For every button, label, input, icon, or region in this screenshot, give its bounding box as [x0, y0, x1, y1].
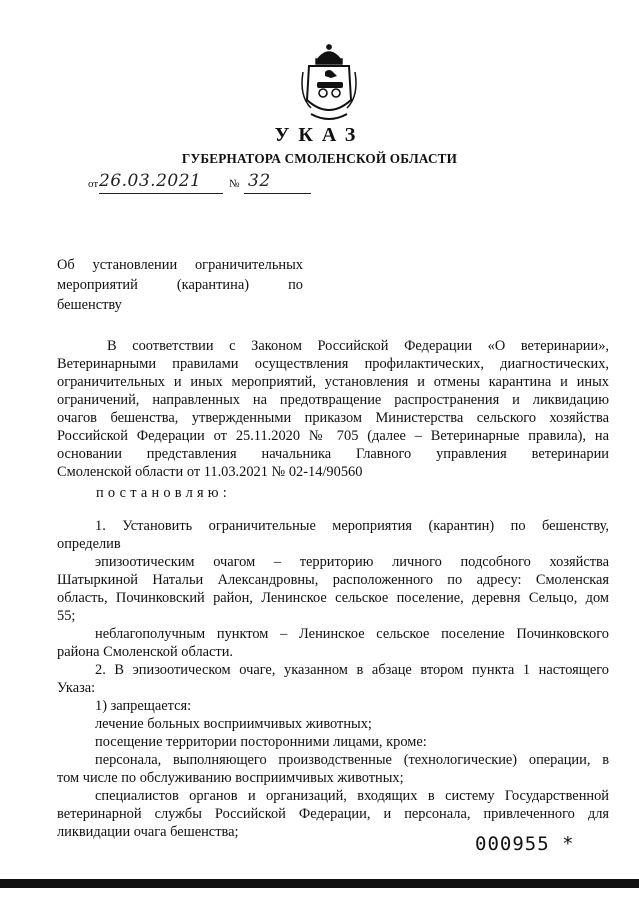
document-type-title: УКАЗ — [274, 124, 365, 146]
preamble-line: ограничений, направленных на предотвращение распространения и ликвидацию — [57, 392, 609, 408]
cannon-icon — [317, 82, 343, 97]
item-line: ветеринарной службы Российской Федерации, и персонала, привлеченного для — [57, 806, 609, 822]
item-line: персонала, выполняющего производственные (технологические) операции, в — [95, 752, 609, 768]
preamble-line: Российской Федерации от 25.11.2020 № 705 (далее – Ветеринарные правила), на — [57, 428, 609, 444]
item-line: посещение территории посторонними лицами, кроме: — [95, 734, 427, 750]
date-value: 26.03.2021 — [99, 171, 202, 191]
preamble-line: Смоленской области от 11.03.2021 № 02-14/90560 — [57, 464, 363, 480]
item-line: определив — [57, 536, 121, 552]
date-field — [99, 173, 223, 194]
preamble-paragraph — [57, 337, 609, 481]
decree-items — [57, 517, 609, 841]
item-line: том числе по обслуживанию восприимчивых животных; — [57, 770, 404, 786]
preamble-line: Ветеринарными правилами осуществления профилактических, диагностических, — [57, 356, 609, 372]
number-value: 32 — [248, 171, 271, 191]
decree-word: постановляю: — [96, 485, 231, 501]
number-prefix: № — [229, 178, 240, 190]
item-line: специалистов органов и организаций, входящих в систему Государственной — [95, 788, 609, 804]
number-field — [244, 173, 311, 194]
preamble-line: В соответствии с Законом Российской Федерации «О ветеринарии», — [107, 338, 609, 354]
subject-line: бешенству — [57, 297, 122, 313]
crown-icon — [316, 45, 342, 64]
preamble-line: основании представления начальника Главного управления ветеринарии — [57, 446, 609, 462]
item-line: 2. В эпизоотическом очаге, указанном в абзаце втором пункта 1 настоящего — [95, 662, 609, 678]
item-line: 1. Установить ограничительные мероприятия (карантин) по бешенству, — [95, 518, 609, 534]
item-line: область, Починковский район, Ленинское сельское поселение, деревня Сельцо, дом — [57, 590, 609, 606]
preamble-line: очагов бешенства, утвержденными приказом Министерства сельского хозяйства — [57, 410, 609, 426]
item-line: района Смоленской области. — [57, 644, 233, 660]
subject-line: Об установлении ограничительных — [57, 257, 303, 273]
preamble-line: ограничительных и иных мероприятий, установления и отмены карантина и иных — [57, 374, 609, 390]
item-line: эпизоотическим очагом – территорию личного подсобного хозяйства — [95, 554, 609, 570]
issuer-title: ГУБЕРНАТОРА СМОЛЕНСКОЙ ОБЛАСТИ — [181, 151, 458, 166]
item-line: Указа: — [57, 680, 96, 696]
item-line: 1) запрещается: — [95, 698, 192, 714]
item-line: неблагополучным пунктом – Ленинское сельское поселение Починковского — [95, 626, 609, 642]
subject-block — [57, 255, 303, 315]
item-line: 55; — [57, 608, 76, 624]
date-prefix: от — [88, 178, 99, 190]
subject-line: мероприятий (карантина) по — [57, 277, 303, 293]
coat-of-arms-emblem — [293, 42, 365, 124]
serial-number: 000955 * — [475, 833, 575, 855]
item-line: ликвидации очага бешенства; — [57, 824, 239, 840]
scan-edge-bar — [0, 879, 639, 888]
bird-icon — [325, 70, 337, 78]
item-line: лечение больных восприимчивых животных; — [95, 716, 372, 732]
item-line: Шатыркиной Натальи Александровны, расположенного по адресу: Смоленская — [57, 572, 609, 588]
